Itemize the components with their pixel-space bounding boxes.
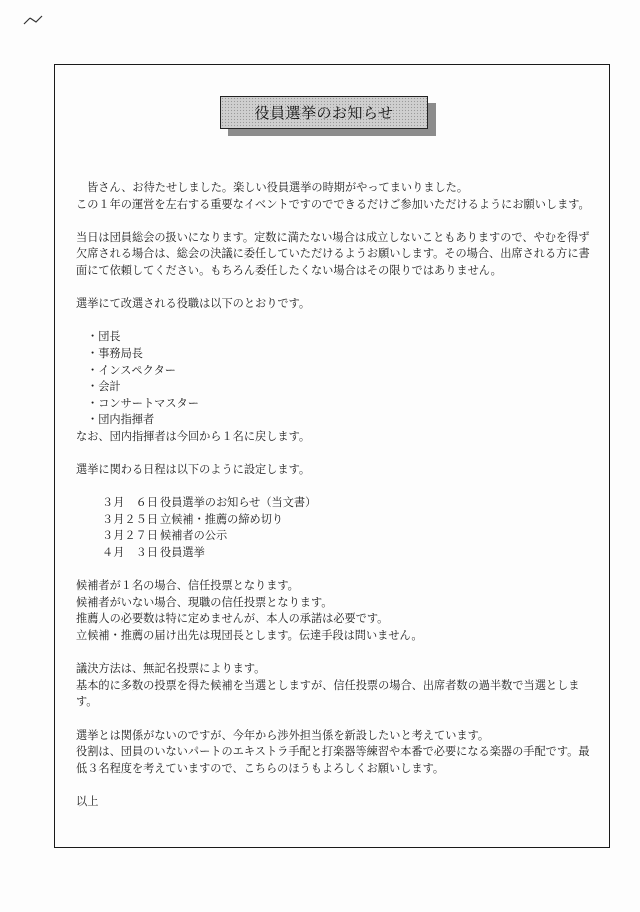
schedule-intro: 選挙に関わる日程は以下のように設定します。 — [76, 463, 311, 477]
extra-line-2: 役割は、団員のいないパートのエキストラ手配と打楽器等練習や本番で必要になる楽器の手配です。最低３名程度を考えていますので、こちらのほうもよろしくお願いします。 — [76, 745, 590, 775]
intro-line-1: 皆さん、お待たせしました。楽しい役員選挙の時期がやってまいりました。 — [87, 181, 469, 194]
list-item: ・会計 — [87, 380, 121, 394]
list-item: ・事務局長 — [87, 346, 143, 360]
roles-intro: 選挙にて改選される役職は以下のとおりです。 — [76, 297, 311, 311]
document-title: 役員選挙のお知らせ — [254, 104, 394, 122]
schedule-list — [76, 495, 596, 561]
roles-note: なお、団内指揮者は今回から１名に戻します。 — [76, 429, 311, 443]
intro-line-2: この１年の運営を左右する重要なイベントですのでできるだけご参加いただけるようにお願いします。 — [76, 197, 590, 211]
roles-list — [76, 329, 596, 429]
schedule-row — [102, 512, 596, 529]
title-box — [220, 96, 428, 129]
title-banner — [220, 96, 438, 136]
schedule-event: 候補者の公示 — [160, 529, 228, 543]
corner-mark-icon — [22, 14, 44, 26]
candidates-line-4: 立候補・推薦の届け出先は現団長とします。伝達手段は問いません。 — [76, 629, 423, 643]
schedule-row — [102, 495, 596, 512]
list-item: ・団内指揮者 — [87, 413, 155, 427]
list-item: ・コンサートマスター — [87, 396, 199, 410]
schedule-date: ４月 ３日 — [102, 546, 158, 560]
schedule-date: ３月 ６日 — [102, 496, 158, 510]
schedule-event: 役員選挙のお知らせ（当文書） — [160, 496, 317, 510]
schedule-row — [102, 545, 596, 562]
schedule-event: 役員選挙 — [160, 546, 205, 560]
schedule-date: ３月２５日 — [102, 512, 158, 526]
document-body — [76, 180, 596, 811]
voting-line-1: 議決方法は、無記名投票によります。 — [76, 662, 266, 676]
attendance-paragraph: 当日は団員総会の扱いになります。定数に満たない場合は成立しないこともありますので、やむを得ず欠席される場合は、総会の決議に委任していただけるようお願いします。その場合、出席される方に書面にて依頼してください。もちろん委任したくない場合はその限りではありません。 — [76, 230, 590, 277]
extra-line-1: 選挙とは関係がないのですが、今年から渉外担当係を新設したいと考えています。 — [76, 728, 490, 742]
closing-text: 以上 — [76, 794, 99, 808]
candidates-line-2: 候補者がいない場合、現職の信任投票となります。 — [76, 595, 333, 609]
candidates-line-3: 推薦人の必要数は特に定めませんが、本人の承諾は必要です。 — [76, 612, 389, 626]
candidates-line-1: 候補者が１名の場合、信任投票となります。 — [76, 579, 299, 593]
list-item: ・団長 — [87, 330, 121, 344]
voting-line-2: 基本的に多数の投票を得た候補を当選としますが、信任投票の場合、出席者数の過半数で当選とします。 — [76, 678, 580, 709]
list-item: ・インスペクター — [87, 363, 176, 377]
schedule-event: 立候補・推薦の締め切り — [160, 512, 284, 526]
schedule-date: ３月２７日 — [102, 529, 158, 543]
schedule-row — [102, 528, 596, 545]
